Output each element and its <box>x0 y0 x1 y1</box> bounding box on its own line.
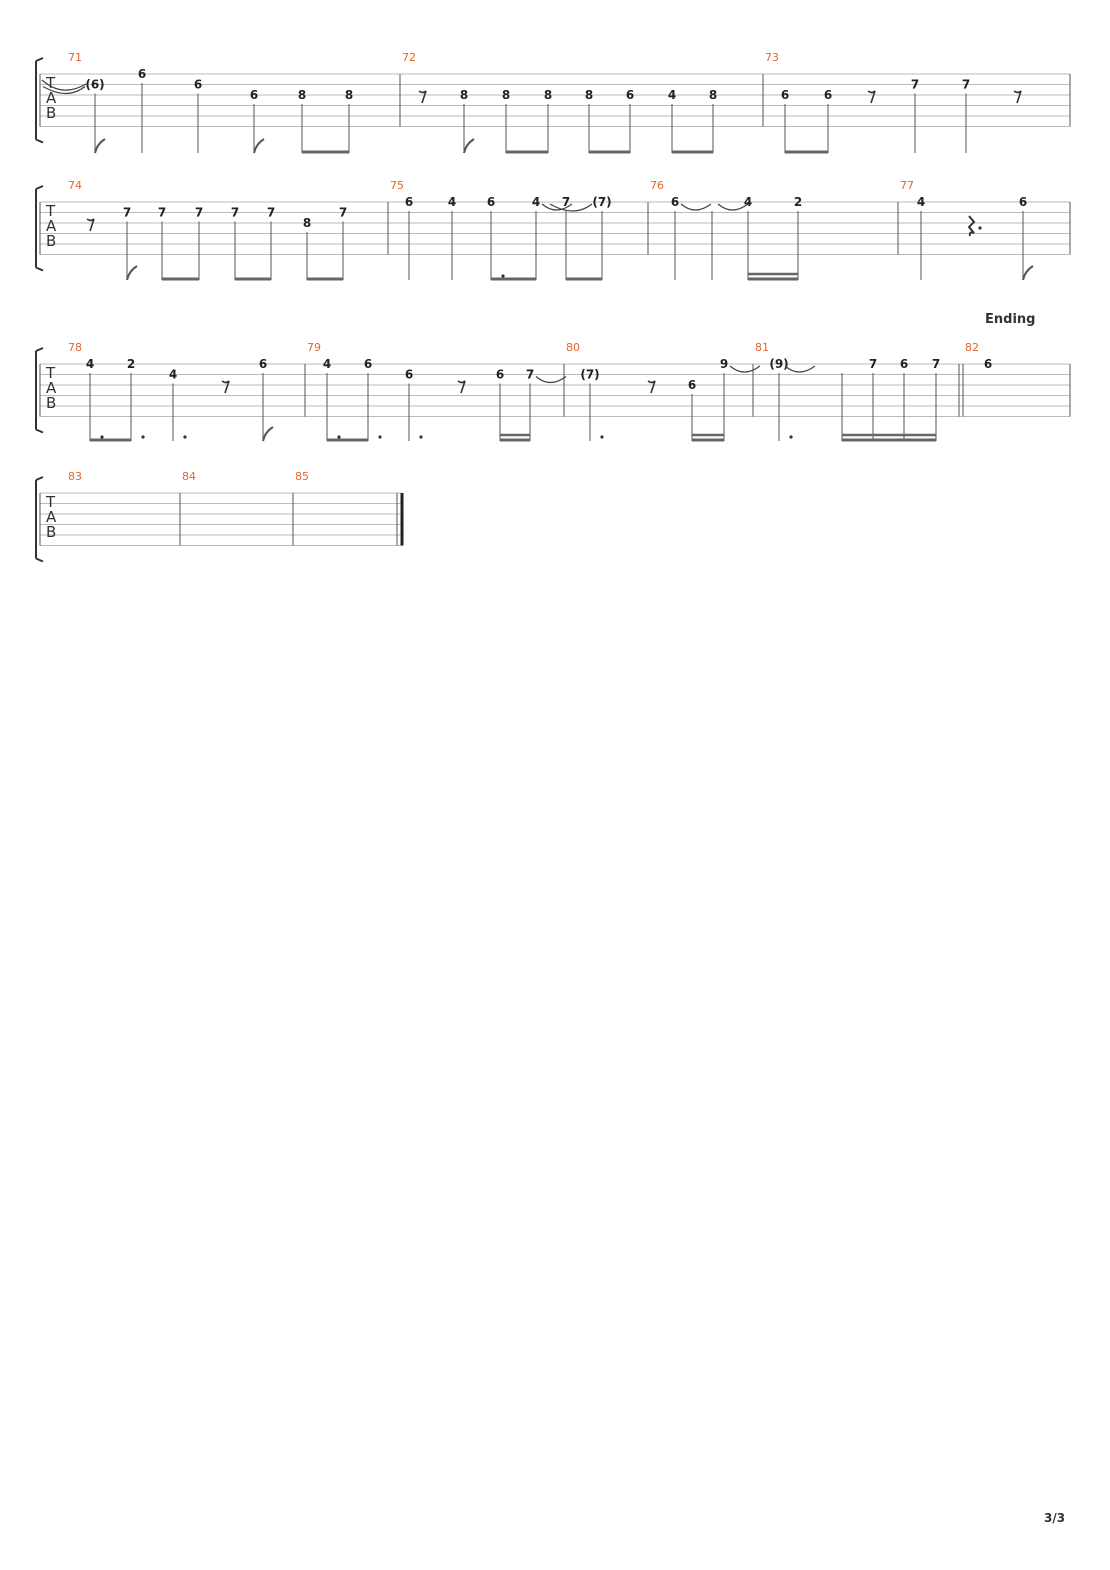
fret-number: (7) <box>592 195 612 209</box>
fret-number: 6 <box>780 88 790 102</box>
duration-dot <box>100 435 103 438</box>
fret-number: 7 <box>868 357 878 371</box>
fret-number: 6 <box>404 367 414 382</box>
fret-number: 8 <box>344 88 354 102</box>
fret-number: 6 <box>363 357 373 371</box>
bar-number-80: 80 <box>566 341 580 354</box>
eighth-rest-glyph <box>419 91 426 103</box>
eighth-rest-glyph <box>1014 91 1021 103</box>
fret-number: 6 <box>486 195 496 209</box>
fret-number: 7 <box>525 367 535 382</box>
eighth-flag <box>254 139 264 153</box>
fret-number: 8 <box>708 88 718 102</box>
eighth-rest-glyph <box>648 381 655 393</box>
tab-clef-letter: B <box>46 232 57 250</box>
fret-number: 7 <box>338 205 348 220</box>
bar-number-75: 75 <box>390 179 404 192</box>
section-label-ending: Ending <box>985 312 1036 327</box>
fret-number: 8 <box>459 88 469 102</box>
duration-dot <box>419 435 422 438</box>
bar-number-74: 74 <box>68 179 82 192</box>
tie-arc <box>785 366 815 372</box>
fret-number: 4 <box>916 195 926 209</box>
eighth-rest-glyph <box>87 219 94 231</box>
tab-system-2 <box>36 179 1070 280</box>
fret-number: 8 <box>302 216 312 230</box>
bar-number-72: 72 <box>402 51 416 64</box>
fret-number: 7 <box>122 205 132 220</box>
duration-dot <box>501 274 504 277</box>
tab-clef-letter: B <box>46 394 57 412</box>
bar-number-71: 71 <box>68 51 82 64</box>
fret-number: 7 <box>910 77 920 92</box>
tab-clef-letter: T <box>46 364 56 382</box>
fret-number: 2 <box>126 357 136 371</box>
eighth-flag <box>127 266 137 280</box>
tab-clef-letter: B <box>46 523 57 541</box>
fret-number: 4 <box>743 195 753 209</box>
fret-number: 4 <box>531 195 541 209</box>
tab-clef-letter: A <box>46 379 57 397</box>
fret-number: 8 <box>501 88 511 102</box>
fret-number: 6 <box>1018 195 1028 209</box>
duration-dot <box>600 435 603 438</box>
bar-number-77: 77 <box>900 179 914 192</box>
fret-number: 4 <box>322 357 332 371</box>
eighth-flag <box>95 139 105 153</box>
bar-number-73: 73 <box>765 51 779 64</box>
fret-number: 6 <box>983 357 993 371</box>
duration-dot <box>183 435 186 438</box>
fret-number: 7 <box>157 205 167 220</box>
fret-number: 6 <box>137 67 147 81</box>
eighth-rest-glyph <box>222 381 229 393</box>
fret-number: 6 <box>625 88 635 102</box>
bar-number-78: 78 <box>68 341 82 354</box>
fret-number: 6 <box>258 357 268 371</box>
fret-number: 6 <box>404 195 414 209</box>
fret-number: (6) <box>85 77 105 92</box>
tab-clef-letter: A <box>46 217 57 235</box>
tab-clef-letter: A <box>46 89 57 107</box>
tie-arc <box>730 366 760 372</box>
tab-system-4 <box>36 470 402 562</box>
bar-number-82: 82 <box>965 341 979 354</box>
tab-clef-letter: T <box>46 74 56 92</box>
tab-system-1 <box>36 51 1070 153</box>
fret-number: 2 <box>793 195 803 209</box>
tab-clef-letter: B <box>46 104 57 122</box>
eighth-flag <box>263 427 273 441</box>
eighth-flag <box>1023 266 1033 280</box>
fret-number: 9 <box>719 357 729 371</box>
tab-system-3 <box>36 341 1070 441</box>
fret-number: 6 <box>193 77 203 92</box>
fret-number: 8 <box>543 88 553 102</box>
page-number: 3/3 <box>1044 1511 1066 1525</box>
quarter-rest <box>969 216 974 236</box>
fret-number: 7 <box>961 77 971 92</box>
fret-number: (7) <box>580 367 600 382</box>
fret-number: 7 <box>266 205 276 220</box>
systems-layer <box>36 51 1070 562</box>
bar-number-76: 76 <box>650 179 664 192</box>
fret-number: 7 <box>194 205 204 220</box>
tie-arc <box>536 377 566 383</box>
fret-number: 6 <box>249 88 259 102</box>
fret-number: 4 <box>667 88 677 102</box>
eighth-rest-glyph <box>458 381 465 393</box>
tab-clef-letter: T <box>46 493 56 511</box>
bar-number-84: 84 <box>182 470 196 483</box>
rest-dot <box>978 226 981 229</box>
fret-number: 8 <box>584 88 594 102</box>
fret-number: 7 <box>931 357 941 371</box>
tie-arc <box>681 204 711 210</box>
bar-number-83: 83 <box>68 470 82 483</box>
bar-number-79: 79 <box>307 341 321 354</box>
bar-number-85: 85 <box>295 470 309 483</box>
duration-dot <box>789 435 792 438</box>
fret-number: 6 <box>495 367 505 382</box>
duration-dot <box>141 435 144 438</box>
fret-number: 7 <box>230 205 240 220</box>
tab-clef-letter: T <box>46 202 56 220</box>
fret-number: 6 <box>687 378 697 392</box>
eighth-rest-glyph <box>868 91 875 103</box>
fret-number: 7 <box>561 195 571 209</box>
fret-number: 4 <box>85 357 95 371</box>
fret-number: 6 <box>899 357 909 371</box>
eighth-flag <box>464 139 474 153</box>
duration-dot <box>378 435 381 438</box>
fret-number: 6 <box>670 195 680 209</box>
tab-clef-letter: A <box>46 508 57 526</box>
duration-dot <box>337 435 340 438</box>
fret-number: (9) <box>769 357 789 371</box>
bar-number-81: 81 <box>755 341 769 354</box>
fret-number: 4 <box>447 195 457 209</box>
fret-number: 8 <box>297 88 307 102</box>
fret-number: 6 <box>823 88 833 102</box>
fret-number: 4 <box>168 367 178 382</box>
